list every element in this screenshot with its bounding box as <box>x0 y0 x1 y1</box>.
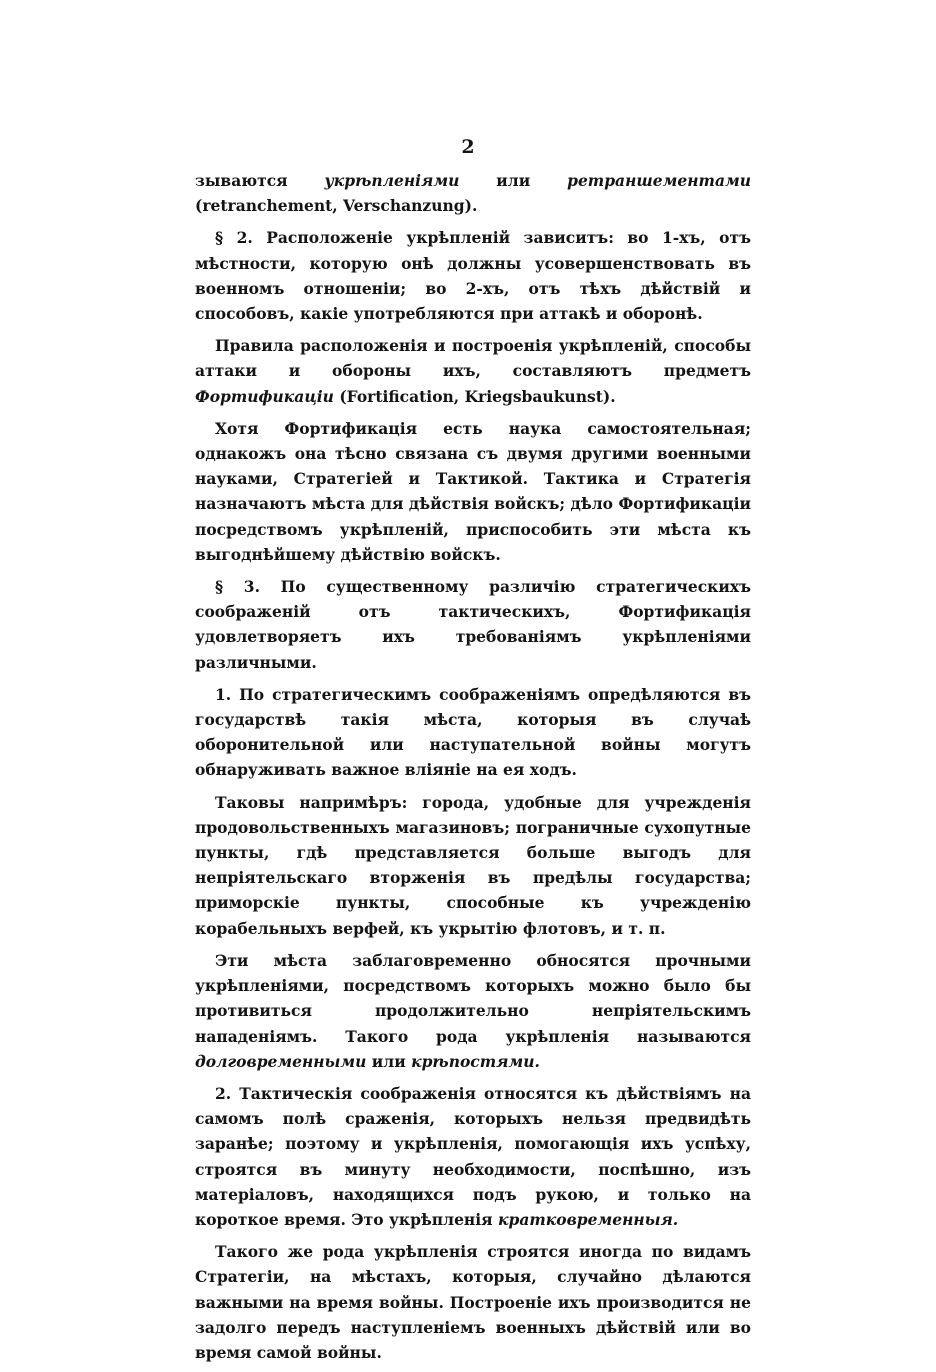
page-number: 2 <box>461 136 475 158</box>
text-span: 2. Тактическія соображенія относятся къ дѣйствіямъ на самомъ полѣ сраженія, которыхъ нельзя предвидѣть заранѣе; поэтому и укрѣпленія, помогающія ихъ успѣху, строятся въ минуту необходимости, поспѣшно, изъ матеріаловъ, находящихся подъ рукою, и только на короткое время. Это укрѣпленія <box>195 1083 751 1229</box>
italic-term: долговременными <box>195 1051 367 1071</box>
paragraph-item-1 <box>195 682 751 783</box>
text-span: или <box>366 1051 412 1071</box>
text-span: Такого же рода укрѣпленія строятся иногда по видамъ Стратегіи, на мѣстахъ, которыя, случайно дѣлаются важными на время войны. Построеніе ихъ производится не задолго передъ наступленіемъ военныхъ дѣйствій или во время самой войны. <box>195 1242 751 1362</box>
paragraph-science-relation <box>195 416 751 567</box>
paragraph-section-3 <box>195 574 751 675</box>
text-span: § 3. По существенному различію стратегическихъ соображеній отъ тактическихъ, Фортификація удовлетворяетъ ихъ требованіямъ укрѣпленіями различными. <box>195 577 751 672</box>
paragraph-strategic-temporary <box>195 1239 751 1365</box>
text-span: § 2. Расположеніе укрѣпленій зависитъ: во 1-хъ, отъ мѣстности, которую онѣ должны усовершенствовать въ военномъ отношеніи; во 2-хъ, отъ тѣхъ дѣйствій и способовъ, какіе употребляются при аттакѣ и оборонѣ. <box>195 228 751 324</box>
text-span: (retranchement, Verschanzung). <box>195 196 478 216</box>
paragraph-examples <box>195 790 751 941</box>
text-span: 1. По стратегическимъ соображеніямъ опредѣляются въ государствѣ такія мѣста, которыя въ случаѣ оборонительной или наступательной войны могутъ обнаруживать важное вліяніе на ея ходъ. <box>195 684 751 780</box>
italic-term: Фортификаціи <box>195 386 334 406</box>
italic-term: кратковременныя. <box>498 1209 679 1229</box>
paragraph-fortresses <box>195 948 751 1074</box>
paragraph-section-2 <box>195 225 751 326</box>
paragraph-fortification-definition <box>195 333 751 409</box>
italic-term: укрѣпленіями <box>324 171 460 190</box>
body-text <box>195 168 751 1372</box>
text-span: Правила расположенія и построенія укрѣпленій, способы аттаки и обороны ихъ, составляютъ предметъ <box>195 336 751 381</box>
text-span: зываются <box>195 171 325 190</box>
italic-term: ретраншементами <box>567 171 751 190</box>
paragraph-continuation <box>195 168 751 218</box>
italic-term: крѣпостями. <box>411 1051 540 1071</box>
text-span: Таковы напримѣръ: города, удобные для учрежденія продовольственныхъ магазиновъ; пограничные сухопутные пункты, гдѣ представляется больше выгодъ для непріятельскаго вторженія въ предѣлы государства; приморскіе пункты, способные къ учрежденію корабельныхъ верфей, къ укрытію флотовъ, и т. п. <box>195 792 751 938</box>
paragraph-item-2 <box>195 1081 751 1232</box>
text-span: Хотя Фортификація есть наука самостоятельная; однакожъ она тѣсно связана съ двумя другими военными науками, Стратегіей и Тактикой. Тактика и Стратегія назначаютъ мѣста для дѣйствія войскъ; дѣло Фортификаціи посредствомъ укрѣпленій, приспособить эти мѣста къ выгоднѣйшему дѣйствію войскъ. <box>195 418 751 564</box>
text-span: или <box>459 171 568 190</box>
text-span: (Fortification, Kriegsbaukunst). <box>333 386 616 406</box>
text-span: Эти мѣста заблаговременно обносятся прочными укрѣпленіями, посредствомъ которыхъ можно было бы противиться продолжительно непріятельскимъ нападеніямъ. Такого рода укрѣпленія называются <box>195 950 751 1046</box>
